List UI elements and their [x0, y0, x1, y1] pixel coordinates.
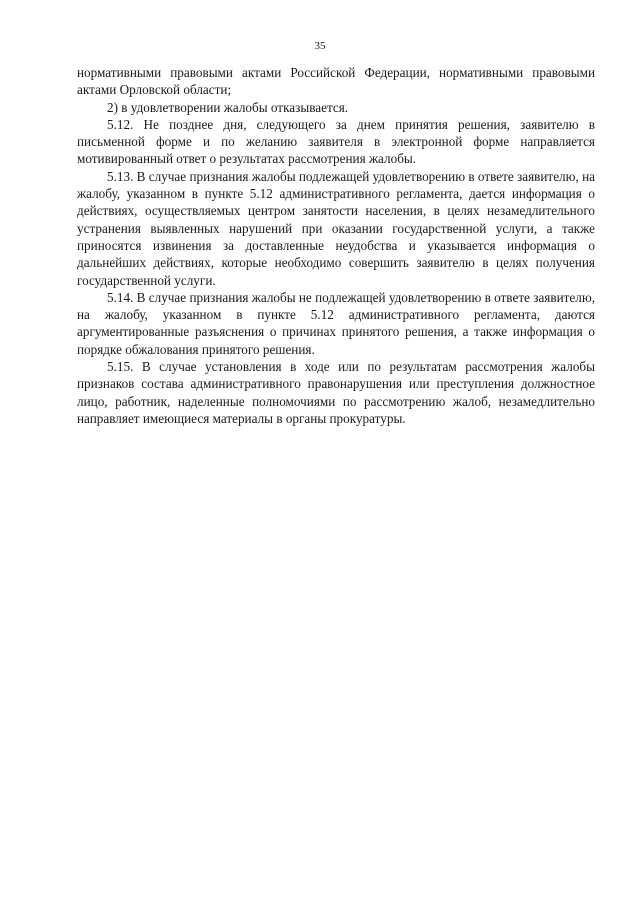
paragraph-continuation: нормативными правовыми актами Российской Федерации, нормативными правовыми актами Орловской области; [77, 65, 595, 98]
paragraph-refusal: 2) в удовлетворении жалобы отказывается. [107, 99, 349, 115]
document-body [77, 64, 595, 427]
paragraph-5-14: 5.14. В случае признания жалобы не подлежащей удовлетворению в ответе заявителю, на жалобу, указанном в пункте 5.12 административного регламента, даются аргументированные разъяснения о причинах принятого решения, а также информация о порядке обжалования принятого решения. [77, 289, 595, 357]
paragraph-5-15: 5.15. В случае установления в ходе или по результатам рассмотрения жалобы признаков состава административного правонарушения или преступления должностное лицо, работник, наделенные полномочиями по рассмотрению жалоб, незамедлительно направляет имеющиеся материалы в органы прокуратуры. [77, 359, 595, 426]
paragraph-5-12: 5.12. Не позднее дня, следующего за днем принятия решения, заявителю в письменной форме и по желанию заявителя в электронной форме направляется мотивированный ответ о результатах рассмотрения жалобы. [77, 116, 595, 167]
page-number: 35 [314, 40, 326, 52]
paragraph-5-13: 5.13. В случае признания жалобы подлежащей удовлетворению в ответе заявителю, на жалобу, указанном в пункте 5.12 административного регламента, дается информация о действиях, осуществляемых центром занятости населения, в целях незамедлительного устранения выявленных нарушений при оказании государственной услуги, а также приносятся извинения за доставленные неудобства и указывается информация о дальнейших действиях, которые необходимо совершить заявителю в целях получения государственной услуги. [77, 168, 595, 288]
